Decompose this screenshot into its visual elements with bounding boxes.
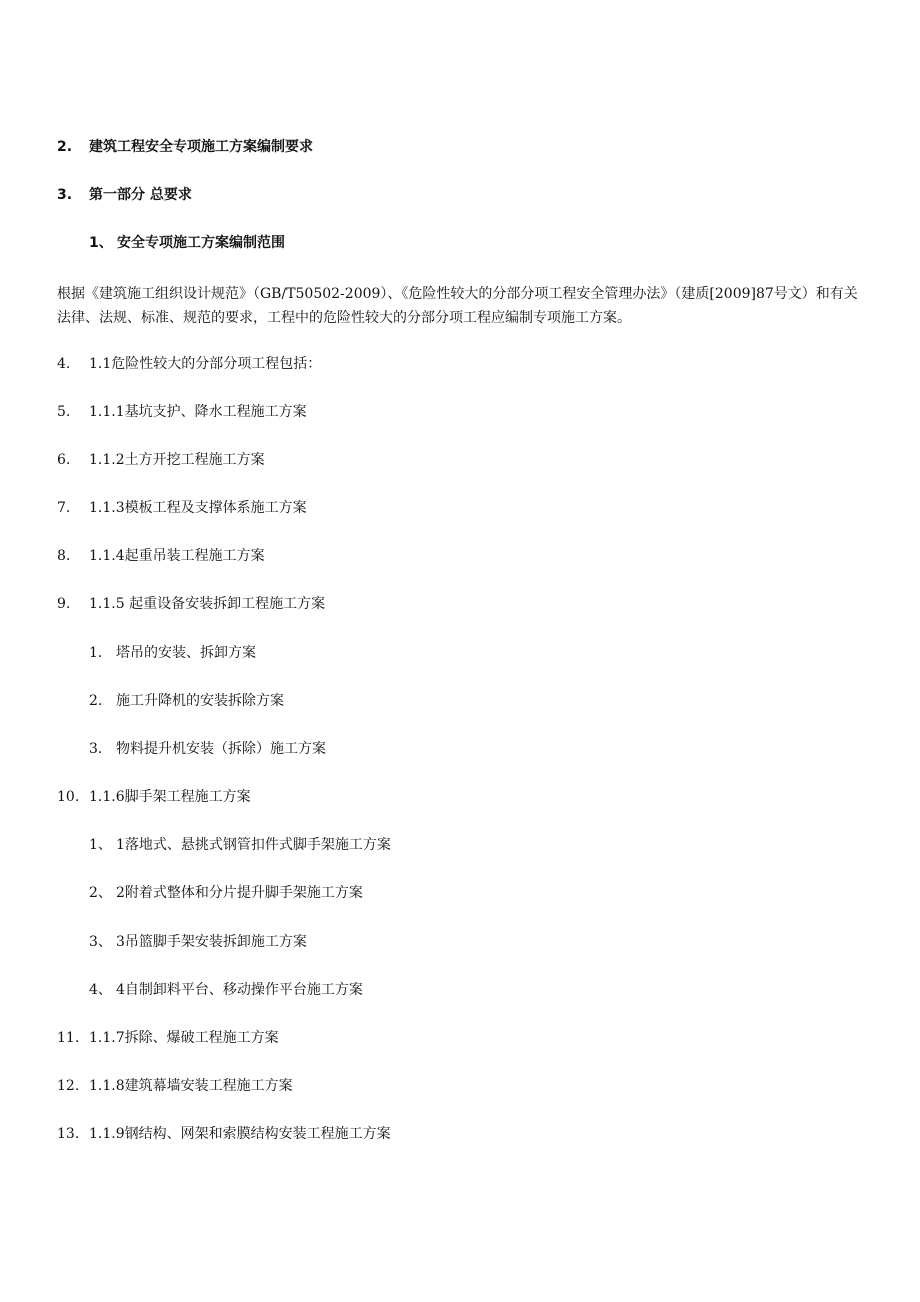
sub-list-item-number: 2. [89, 693, 103, 709]
sub-list-item [89, 739, 326, 759]
section-1-number: 1、 [89, 235, 113, 251]
list-item-text: 1.1.8建筑幕墙安装工程施工方案 [89, 1078, 293, 1094]
list-item-text: 1.1危险性较大的分部分项工程包括： [89, 356, 322, 372]
list-item [57, 787, 251, 807]
list-item [57, 1028, 279, 1048]
list-item-number: 11. [57, 1030, 80, 1046]
body-paragraph: 根据《建筑施工组织设计规范》（GB/T50502-2009）、《危险性较大的分部分项工程安全管理办法》（建质[2009]87号文）和有关法律、法规、标准、规范的要求，工程中的危险性较大的分部分项工程应编制专项施工方案。 [57, 286, 858, 326]
sub-list-item-text: 3吊篮脚手架安装拆卸施工方案 [116, 934, 307, 950]
heading-2 [57, 137, 313, 157]
sub-list-item-text: 1落地式、悬挑式钢管扣件式脚手架施工方案 [116, 837, 391, 853]
heading-3-number: 3. [57, 187, 73, 203]
list-item [57, 594, 325, 614]
list-item [57, 402, 307, 422]
sub-list-item [89, 691, 284, 711]
heading-2-text: 建筑工程安全专项施工方案编制要求 [89, 139, 313, 155]
list-item-number: 10. [57, 789, 80, 805]
list-item-text: 1.1.2土方开挖工程施工方案 [89, 452, 265, 468]
list-item-text: 1.1.9钢结构、网架和索膜结构安装工程施工方案 [89, 1126, 391, 1142]
list-item-number: 8. [57, 548, 71, 564]
list-item [57, 546, 265, 566]
sub-list-item-number: 3. [89, 741, 103, 757]
list-item-number: 12. [57, 1078, 80, 1094]
list-item-number: 9. [57, 596, 71, 612]
heading-2-number: 2. [57, 139, 73, 155]
sub-list-item-text: 施工升降机的安装拆除方案 [116, 693, 284, 709]
list-item [57, 1076, 293, 1096]
heading-3-text: 第一部分 总要求 [89, 187, 192, 203]
heading-3 [57, 185, 192, 205]
sub-list-item-text: 物料提升机安装（拆除）施工方案 [116, 741, 326, 757]
list-item [57, 1124, 391, 1144]
list-item-number: 4. [57, 356, 71, 372]
sub-list-item-number: 2、 [89, 885, 112, 901]
sub-list-item-number: 4、 [89, 982, 112, 998]
list-item-number: 7. [57, 500, 71, 516]
list-item-text: 1.1.3模板工程及支撑体系施工方案 [89, 500, 307, 516]
sub-list-item-text: 2附着式整体和分片提升脚手架施工方案 [116, 885, 363, 901]
list-item-text: 1.1.1基坑支护、降水工程施工方案 [89, 404, 307, 420]
list-item [57, 354, 321, 374]
list-item-text: 1.1.5 起重设备安装拆卸工程施工方案 [89, 596, 326, 612]
list-item [57, 498, 307, 518]
list-item-number: 13. [57, 1126, 80, 1142]
sub-list-item-number: 1. [89, 645, 103, 661]
sub-list-item [89, 932, 307, 952]
section-1-text: 安全专项施工方案编制范围 [117, 235, 285, 251]
list-item-text: 1.1.4起重吊装工程施工方案 [89, 548, 265, 564]
sub-list-item [89, 643, 256, 663]
sub-list-item [89, 835, 391, 855]
list-item-text: 1.1.6脚手架工程施工方案 [89, 789, 251, 805]
sub-list-item-text: 4自制卸料平台、移动操作平台施工方案 [116, 982, 363, 998]
list-item-text: 1.1.7拆除、爆破工程施工方案 [89, 1030, 279, 1046]
sub-list-item-number: 3、 [89, 934, 112, 950]
sub-list-item-text: 塔吊的安装、拆卸方案 [116, 645, 256, 661]
section-1-heading [89, 233, 285, 253]
list-item-number: 5. [57, 404, 71, 420]
sub-list-item [89, 883, 363, 903]
list-item-number: 6. [57, 452, 71, 468]
sub-list-item-number: 1、 [89, 837, 112, 853]
list-item [57, 450, 265, 470]
sub-list-item [89, 980, 363, 1000]
